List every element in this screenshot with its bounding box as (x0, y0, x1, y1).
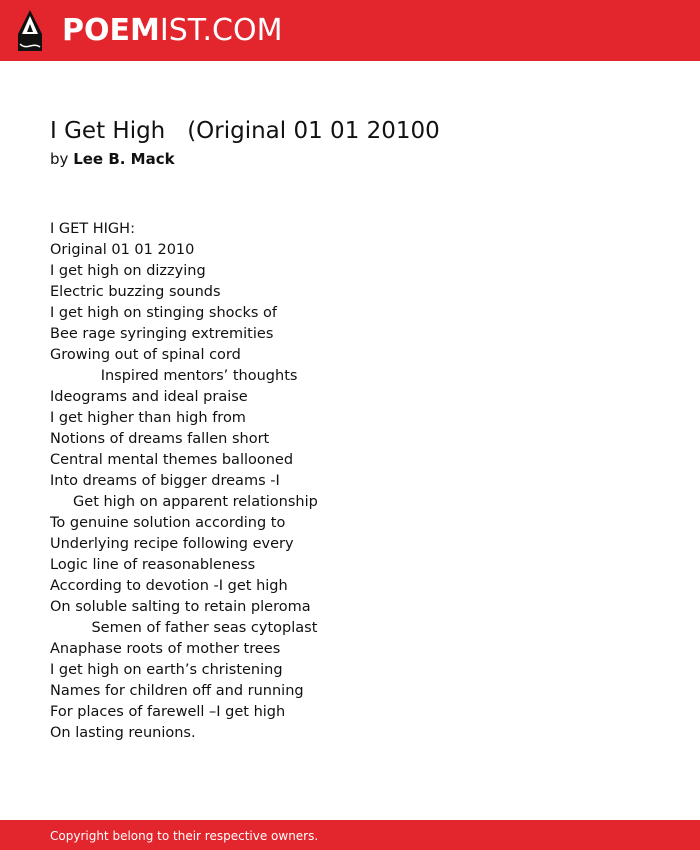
poem-body (50, 219, 318, 744)
poem-line: I get higher than high from (50, 410, 246, 426)
by-label: by (50, 150, 69, 168)
poem-line: Get high on apparent relationship (50, 494, 318, 510)
poem-line: Growing out of spinal cord (50, 347, 241, 363)
poem-line: Ideograms and ideal praise (50, 389, 248, 405)
poem-line: I get high on dizzying (50, 263, 206, 279)
poem-line: Logic line of reasonableness (50, 557, 256, 573)
logo-light-text: IST.COM (159, 13, 283, 48)
poem-line: Anaphase roots of mother trees (50, 641, 281, 657)
poem-line: Inspired mentors’ thoughts (50, 368, 298, 384)
site-logo[interactable] (62, 12, 282, 50)
poem-line: Names for children off and running (50, 683, 304, 699)
poem-title: I Get High (Original 01 01 20100 (50, 118, 440, 144)
pencil-tip-icon[interactable] (18, 10, 42, 51)
poem-byline (50, 149, 175, 169)
poem-line: Original 01 01 2010 (50, 242, 195, 258)
poem-author: Lee B. Mack (73, 150, 175, 168)
poem-line: For places of farewell –I get high (50, 704, 286, 720)
poem-line: I get high on earth’s christening (50, 662, 283, 678)
poem-line: According to devotion -I get high (50, 578, 288, 594)
poem-line: To genuine solution according to (50, 515, 286, 531)
poem-line: On soluble salting to retain pleroma (50, 599, 311, 615)
poem-line: Central mental themes ballooned (50, 452, 294, 468)
poem-line: Bee rage syringing extremities (50, 326, 274, 342)
site-footer (0, 820, 700, 850)
poem-line: On lasting reunions. (50, 725, 196, 741)
poem-line: Underlying recipe following every (50, 536, 294, 552)
poem-line: Semen of father seas cytoplast (50, 620, 318, 636)
copyright-text: Copyright belong to their respective owners. (50, 829, 319, 843)
poem-line: Electric buzzing sounds (50, 284, 221, 300)
site-header (0, 0, 700, 61)
poem-line: Into dreams of bigger dreams -I (50, 473, 280, 489)
logo-bold-text: POEM (62, 13, 160, 48)
poem-line: Notions of dreams fallen short (50, 431, 270, 447)
poem-line: I get high on stinging shocks of (50, 305, 278, 321)
poem-line: I GET HIGH: (50, 221, 135, 237)
